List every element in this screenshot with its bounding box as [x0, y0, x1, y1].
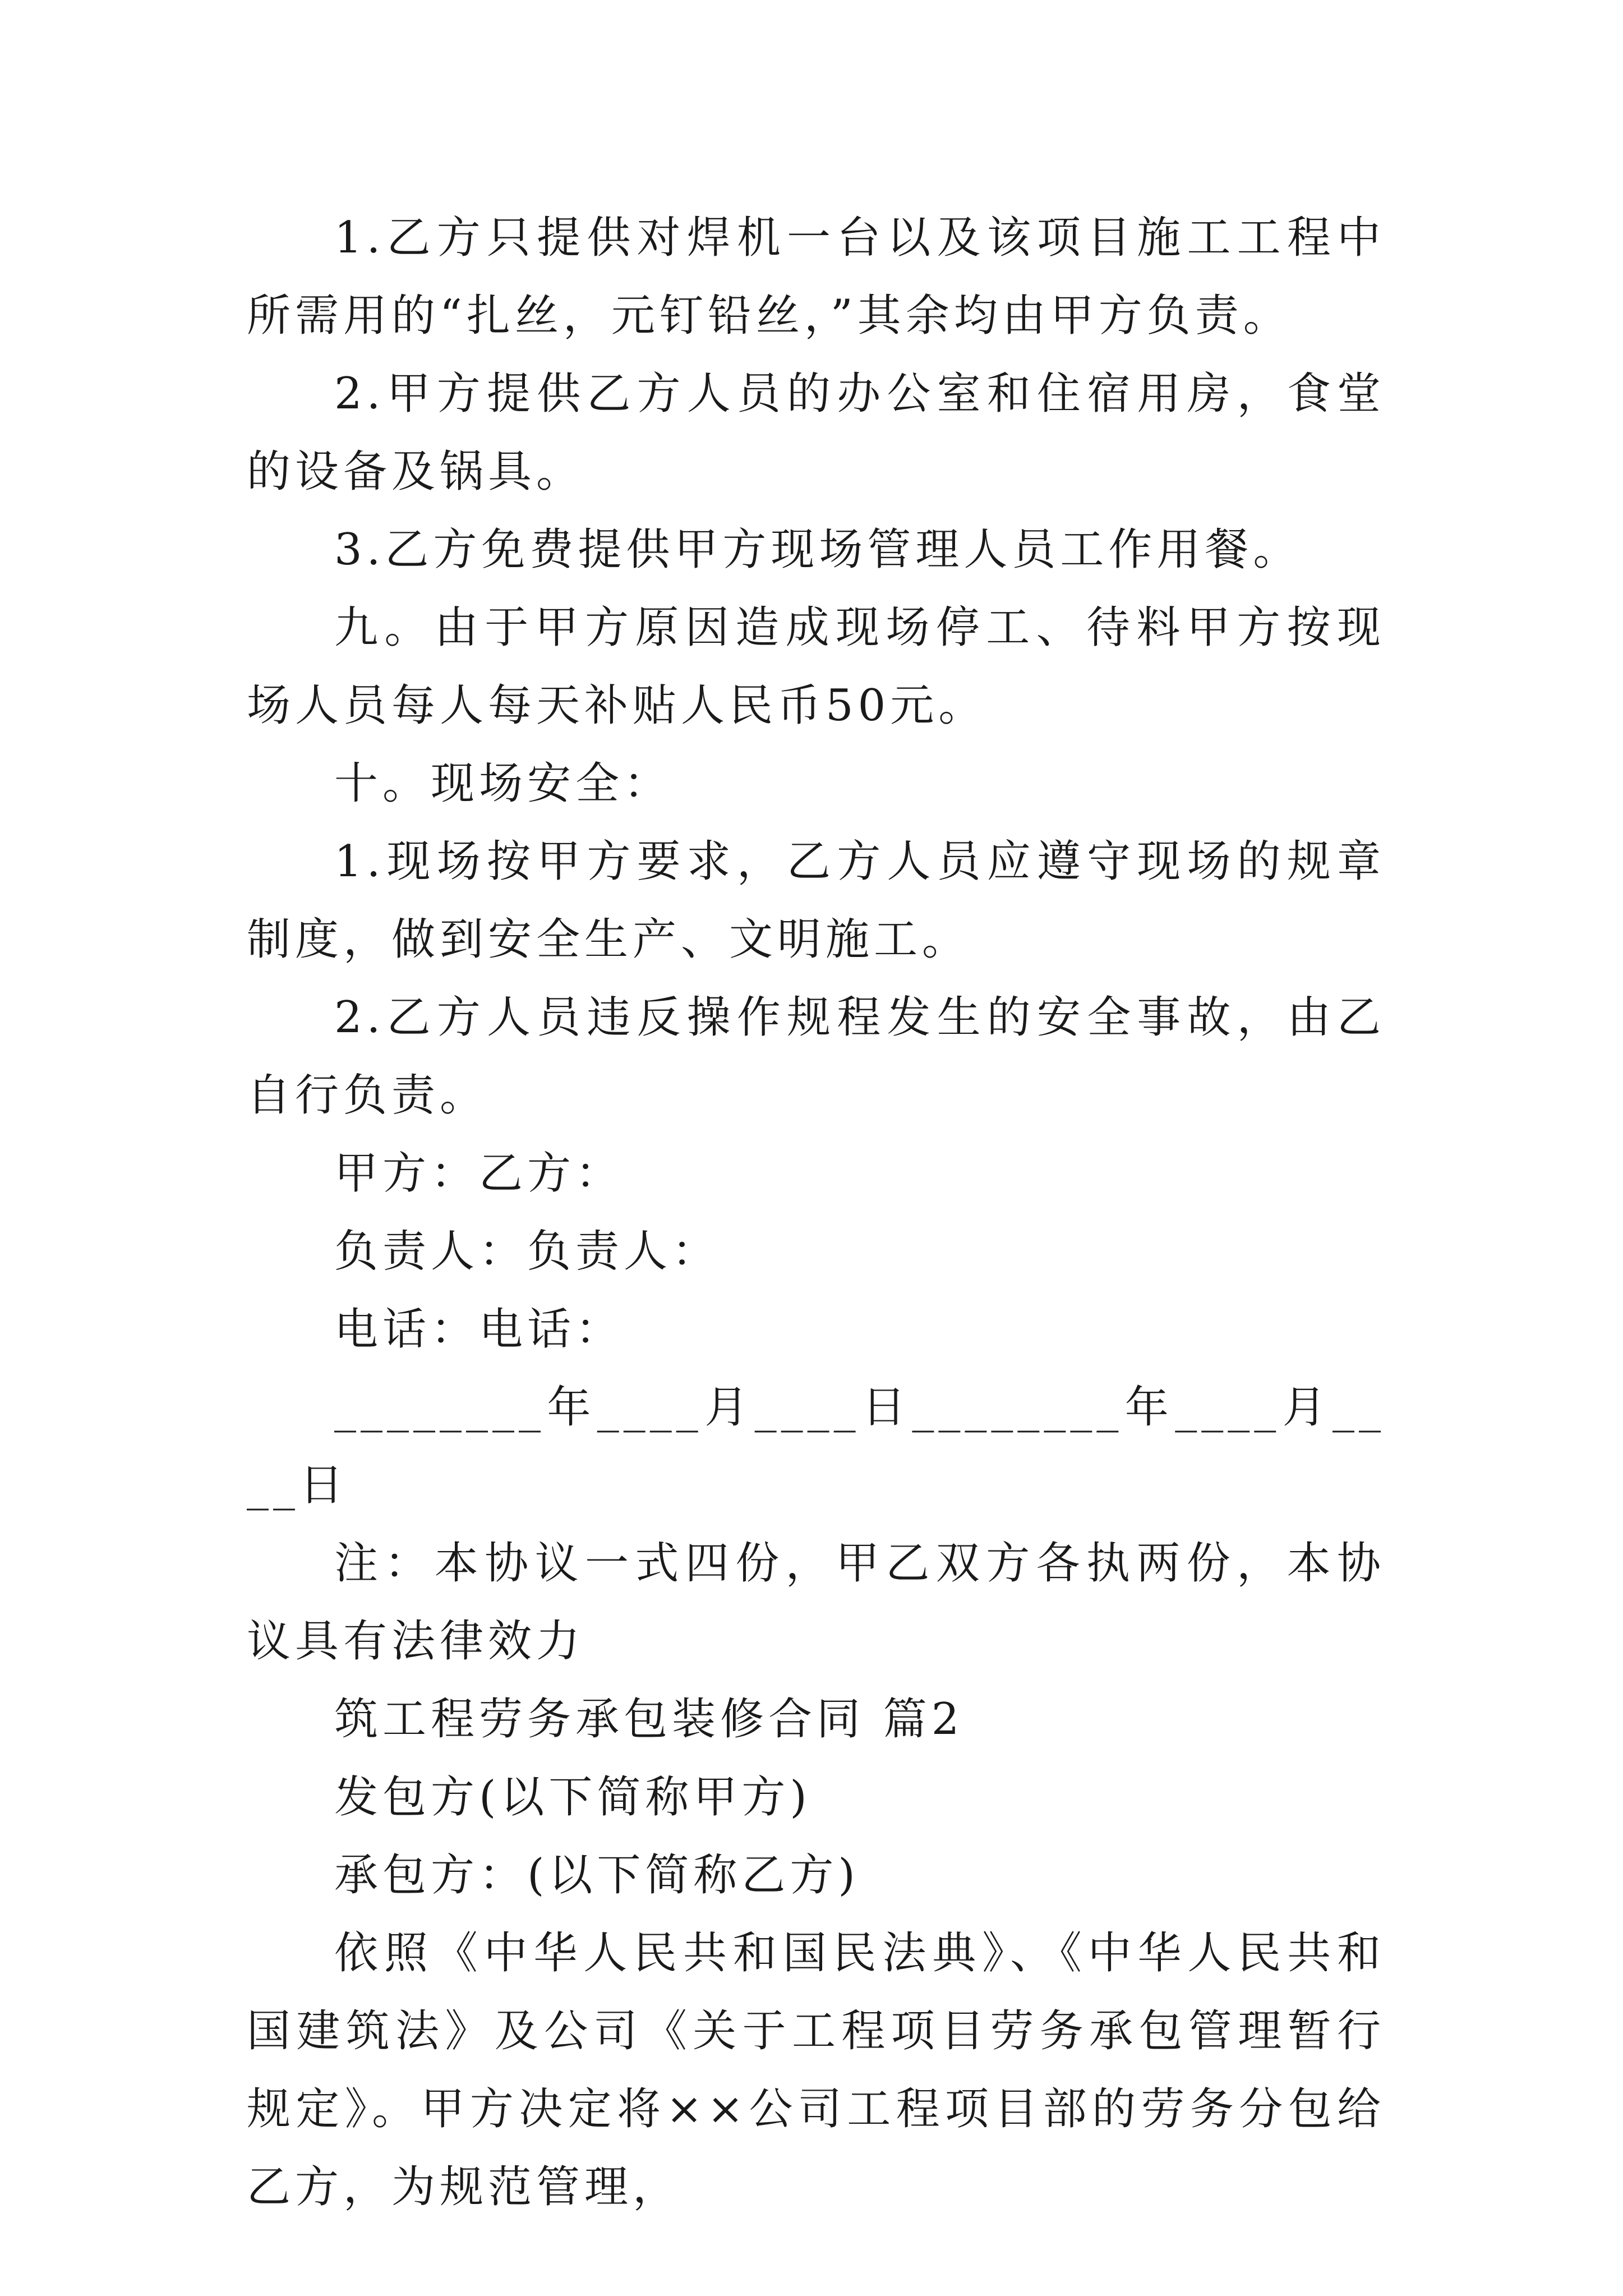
paragraph-safety-item-1: 1.现场按甲方要求，乙方人员应遵守现场的规章制度，做到安全生产、文明施工。	[247, 836, 1385, 965]
signature-phone-line: 电话：电话：	[334, 1304, 624, 1355]
paragraph-subcontractor-party: 承包方：(以下简称乙方)	[334, 1850, 860, 1901]
document-body	[247, 199, 1385, 2226]
paragraph-item-2-office: 2.甲方提供乙方人员的办公室和住宿用房，食堂的设备及锅具。	[247, 369, 1385, 497]
paragraph-legal-basis: 依照《中华人民共和国民法典》、《中华人民共和国建筑法》及公司《关于工程项目劳务承包管理暂行规定》。甲方决定将××公司工程项目部的劳务分包给乙方，为规范管理，	[247, 1928, 1385, 2212]
signature-parties-line: 甲方：乙方：	[334, 1148, 624, 1199]
paragraph-note: 注：本协议一式四份，甲乙双方各执两份，本协议具有法律效力	[247, 1538, 1385, 1667]
section-heading-part-2: 筑工程劳务承包装修合同 篇2	[334, 1694, 964, 1745]
paragraph-item-3-meals: 3.乙方免费提供甲方现场管理人员工作用餐。	[334, 524, 1302, 575]
paragraph-clause-9-stoppage: 九。由于甲方原因造成现场停工、待料甲方按现场人员每人每天补贴人民币50元。	[247, 602, 1385, 731]
paragraph-item-1-supply: 1.乙方只提供对焊机一台以及该项目施工工程中所需用的“扎丝，元钉铅丝，”其余均由甲方负责。	[247, 213, 1385, 341]
paragraph-contractor-party: 发包方(以下简称甲方)	[334, 1772, 811, 1823]
paragraph-clause-10-heading: 十。现场安全：	[334, 758, 672, 809]
signature-date-line: ________年____月____日________年____月____日	[247, 1382, 1385, 1511]
signature-responsible-line: 负责人：负责人：	[334, 1226, 721, 1277]
paragraph-safety-item-2: 2.乙方人员违反操作规程发生的安全事故，由乙自行负责。	[247, 992, 1385, 1121]
